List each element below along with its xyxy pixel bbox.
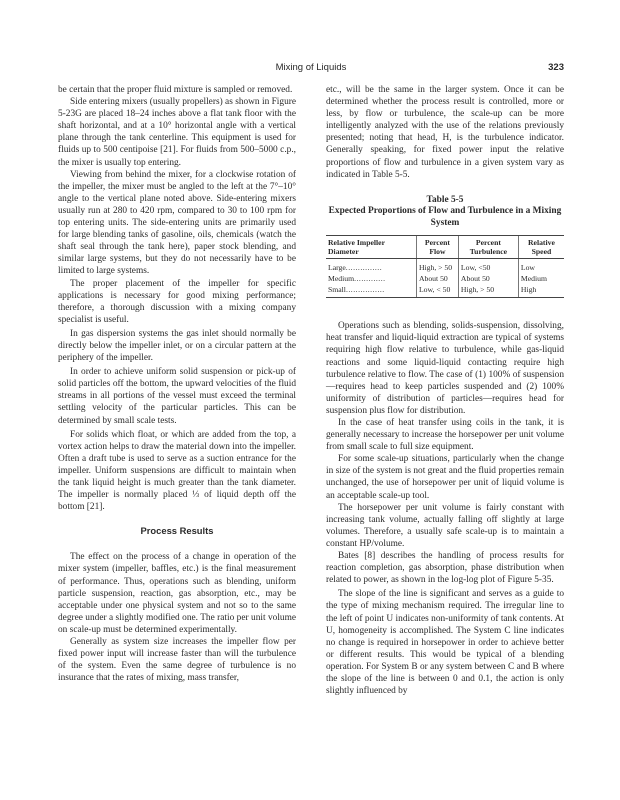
dot-leader: ................ — [345, 285, 385, 295]
dot-leader: ............. — [354, 274, 386, 284]
table-row — [326, 259, 564, 274]
page-number: 323 — [548, 62, 564, 73]
table-cell: High, > 50 — [458, 284, 518, 298]
column-header: Percent Turbulence — [458, 236, 518, 259]
dot-leader: ............... — [345, 263, 383, 273]
paragraph: Generally as system size increases the impeller flow per fixed power input will increase faster than will the turbulence of the system. Even the same degree of turbulence is no insurance that the rates of mixing, mass transfer, — [58, 637, 296, 684]
table-cell: About 50 — [416, 273, 458, 284]
table-cell: Low — [518, 259, 564, 274]
table-cell: Low, <50 — [458, 259, 518, 274]
table-number: Table 5-5 — [426, 194, 464, 205]
paragraph: be certain that the proper fluid mixture is sampled or removed. — [58, 85, 293, 95]
table-cell — [326, 284, 416, 298]
paragraph: etc., will be the same in the larger system. Once it can be determined whether the process result is controlled, more or less, by flow or turbulence, the scale-up can be more intelligently analyzed with the use of the relations previously presented; noting that head, H, is the turbulence indicator. Generally speaking, for fixed power input the relative proportions of flow and turbulence in a given system vary as indicated in Table 5-5. — [326, 85, 564, 180]
paragraph: In the case of heat transfer using coils in the tank, it is generally necessary to increase the horsepower per unit volume from small scale to full size equipment. — [326, 418, 564, 453]
left-column — [58, 84, 296, 684]
running-title: Mixing of Liquids — [275, 62, 347, 73]
row-label: Large — [328, 263, 346, 273]
row-label: Medium — [328, 274, 355, 284]
table-cell: Medium — [518, 273, 564, 284]
paragraph: Viewing from behind the mixer, for a clockwise rotation of the impeller, the mixer must be angled to the left at the 7°–10° angle to the vertical plane noted above. Side-entering mixers usually run at 280 to 420 rpm, compared to 30 to 100 rpm for top entering units. The side-entering units are primarily used for large blending tanks of gasoline, oils, chemicals (watch the shaft seal through the tank here), paper stock blending, and similar large systems, but they do not necessarily have to be limited to large systems. — [58, 169, 296, 277]
column-header: Relative Impeller Diameter — [326, 236, 416, 259]
flow-turbulence-table — [326, 235, 564, 298]
paragraph: The effect on the process of a change in operation of the mixer system (impeller, baffles, etc.) is the final measurement of performance. Thus, operations such as blending, uniform particle suspension, reaction, gas absorption, etc., may be acceptable under one physical system and not so to the same degree under a slightly modified one. The ratio per unit volume on scale-up must be determined experimentally. — [58, 552, 296, 635]
paragraph: Side entering mixers (usually propellers) as shown in Figure 5-23G are placed 18–24 inches above a flat tank floor with the shaft horizontal, and at a 10° horizontal angle with a vertical plane through the tank centerline. This equipment is used for fluids up to 500 centipoise [21]. For fluids from 500–5000 c.p., the mixer is usually top entering. — [58, 97, 296, 168]
table-row — [326, 273, 564, 284]
paragraph: Bates [8] describes the handling of process results for reaction completion, gas absorption, phase distribution when related to power, as shown in the log-log plot of Figure 5-35. — [326, 551, 564, 586]
page-header — [58, 62, 564, 78]
table-cell: High — [518, 284, 564, 298]
paragraph: Operations such as blending, solids-suspension, dissolving, heat transfer and liquid-liquid extraction are typical of systems requiring high flow relative to turbulence, while gas-liquid reactions and some liquid-liquid contacting require high turbulence relative to flow. The case of (1) 100% of suspension—requires head to keep particles suspended and (2) 100% uniformity of distribution of particles—requires head for suspension plus flow for distribution. — [326, 321, 564, 416]
table-row — [326, 284, 564, 298]
table-cell: High, > 50 — [416, 259, 458, 274]
table-cell: About 50 — [458, 273, 518, 284]
paragraph: The horsepower per unit volume is fairly constant with increasing tank volume, actually falling off slightly at large volumes. Therefore, a usually safe scale-up is to maintain a constant HP/volume. — [326, 502, 564, 549]
table-cell — [326, 273, 416, 284]
section-heading: Process Results — [140, 525, 214, 537]
paragraph: For solids which float, or which are added from the top, a vortex action helps to draw the material down into the impeller. Often a draft tube is used to serve as a suction entrance for the impeller. Uniform suspensions are difficult to maintain when the tank liquid height is much greater than the tank diameter. The impeller is normally placed ⅓ of liquid depth off the bottom [21]. — [58, 429, 296, 513]
paragraph: The slope of the line is significant and serves as a guide to the type of mixing mechanism required. The irregular line to the left of point U indicates non-uniformity of tank contents. At U, homogeneity is accomplished. The System C line indicates no change is required in horsepower in order to achieve better or different results. This would be typical of a blending operation. For System B or any system between C and B where the slope of the line is between 0 and 0.1, the action is only slightly influenced by — [326, 589, 564, 697]
table-cell: Low, < 50 — [416, 284, 458, 298]
paragraph: In gas dispersion systems the gas inlet should normally be directly below the impeller inlet, or on a circular pattern at the periphery of the impeller. — [58, 328, 296, 364]
right-column — [326, 84, 564, 697]
paragraph: The proper placement of the impeller for specific applications is necessary for good mixing performance; therefore, a thorough discussion with a mixing company specialist is useful. — [58, 278, 296, 325]
column-header: Relative Speed — [518, 236, 564, 259]
column-header: Percent Flow — [416, 236, 458, 259]
table-header-row — [326, 236, 564, 259]
table-cell — [326, 259, 416, 274]
paragraph: In order to achieve uniform solid suspension or pick-up of solid particles off the bottom, the upward velocities of the fluid streams in all portions of the vessel must exceed the terminal settling velocity of the particular particles. This can be determined by small scale tests. — [58, 367, 296, 426]
table-caption: Expected Proportions of Flow and Turbulence in a Mixing System — [328, 206, 562, 228]
row-label: Small — [328, 285, 346, 295]
paragraph: For some scale-up situations, particularly when the change in size of the system is not great and the fluid properties remain unchanged, the use of horsepower per unit of liquid volume is an acceptable scale-up tool. — [326, 454, 564, 501]
